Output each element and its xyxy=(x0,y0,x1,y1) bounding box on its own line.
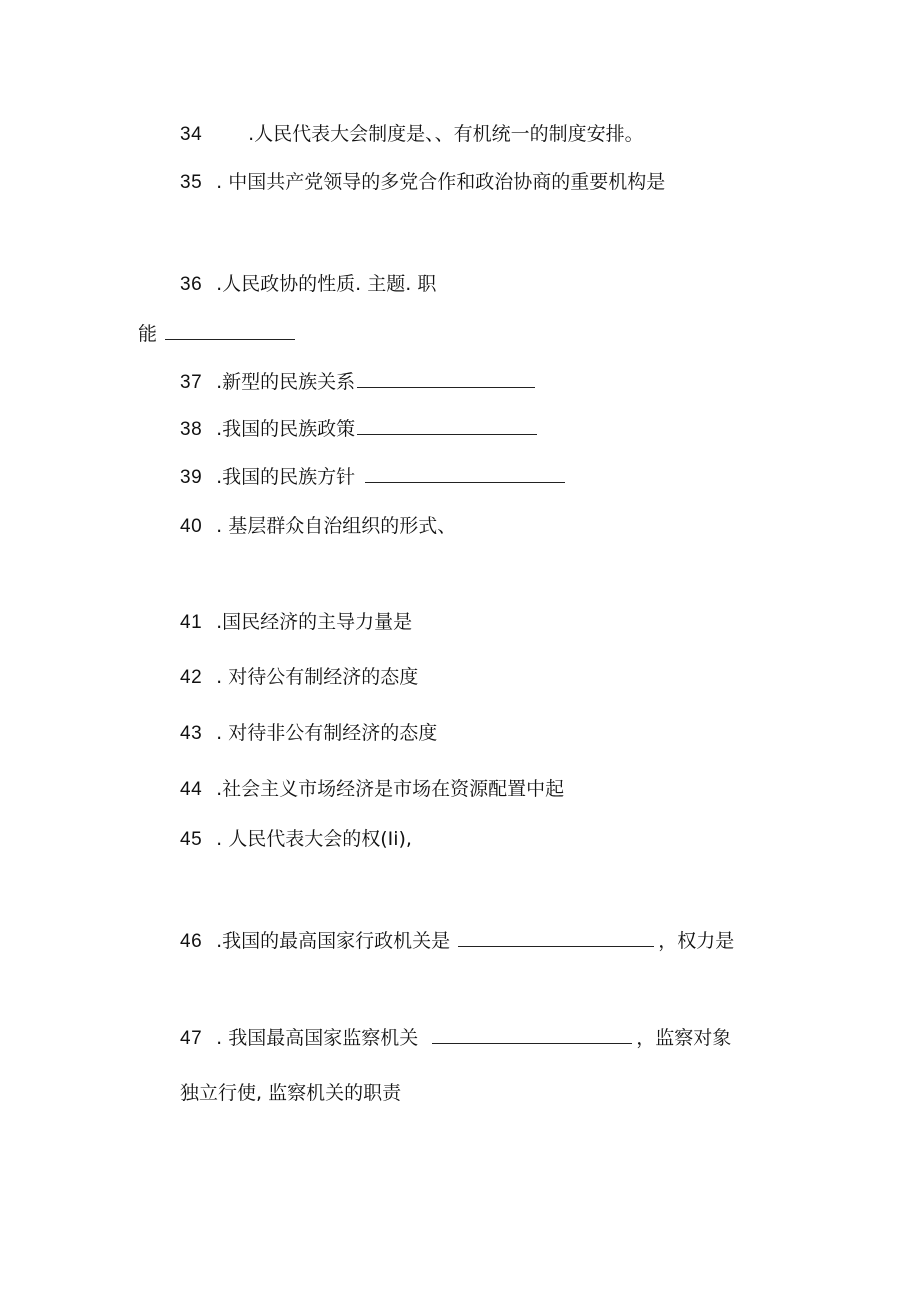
question-number: 42 xyxy=(180,667,203,688)
question-number: 41 xyxy=(180,612,203,633)
question-text: .国民经济的主导力量是 xyxy=(216,611,413,633)
question-39 xyxy=(180,464,569,490)
question-text: . 我国最高国家监察机关 xyxy=(216,1027,419,1049)
answer-blank[interactable] xyxy=(357,416,537,435)
question-number: 35 xyxy=(180,172,203,193)
question-36-continuation xyxy=(138,321,299,346)
question-40 xyxy=(180,514,456,539)
question-46 xyxy=(180,928,734,954)
question-number: 39 xyxy=(180,467,203,488)
question-37 xyxy=(180,369,539,395)
question-38 xyxy=(180,416,541,442)
question-number: 36 xyxy=(180,274,203,295)
question-number: 46 xyxy=(180,931,203,952)
question-47-continuation xyxy=(180,1081,401,1105)
question-35 xyxy=(180,170,665,195)
question-number: 38 xyxy=(180,419,203,440)
question-text-after: ，权力是 xyxy=(658,930,735,952)
question-number: 44 xyxy=(180,779,203,800)
answer-blank[interactable] xyxy=(432,1025,632,1044)
question-number: 47 xyxy=(180,1028,203,1049)
question-text: .我国的民族政策 xyxy=(216,418,356,440)
question-42 xyxy=(180,665,418,690)
question-41 xyxy=(180,610,412,635)
continuation-text: 独立行使, 监察机关的职责 xyxy=(180,1082,402,1104)
question-text: .社会主义市场经济是市场在资源配置中起 xyxy=(216,778,565,800)
answer-blank[interactable] xyxy=(458,928,654,947)
answer-blank[interactable] xyxy=(365,464,565,483)
question-36 xyxy=(180,272,436,297)
question-number: 43 xyxy=(180,723,203,744)
question-text: .人民政协的性质. 主题. 职 xyxy=(216,273,437,295)
question-text-after: ，监察对象 xyxy=(636,1027,732,1049)
question-number: 34 xyxy=(180,124,203,145)
question-44 xyxy=(180,777,564,802)
question-text: .我国的民族方针 xyxy=(216,466,356,488)
question-text: .我国的最高国家行政机关是 xyxy=(216,930,451,952)
question-text: .新型的民族关系 xyxy=(216,371,356,393)
question-text: . 中国共产党领导的多党合作和政治协商的重要机构是 xyxy=(216,171,666,193)
question-45 xyxy=(180,827,412,852)
answer-blank[interactable] xyxy=(357,369,535,388)
question-number: 37 xyxy=(180,372,203,393)
question-text: . 对待公有制经济的态度 xyxy=(216,666,419,688)
question-number: 45 xyxy=(180,829,203,850)
answer-blank[interactable] xyxy=(165,321,295,340)
question-text: . 人民代表大会的权(Ii), xyxy=(216,828,412,850)
question-34 xyxy=(180,122,644,147)
question-text: .人民代表大会制度是、、有机统一的制度安排。 xyxy=(248,123,644,145)
continuation-text: 能 xyxy=(138,323,158,345)
question-text: . 基层群众自治组织的形式、 xyxy=(216,515,457,537)
question-47 xyxy=(180,1025,731,1051)
question-number: 40 xyxy=(180,516,203,537)
question-43 xyxy=(180,721,437,746)
question-text: . 对待非公有制经济的态度 xyxy=(216,722,438,744)
